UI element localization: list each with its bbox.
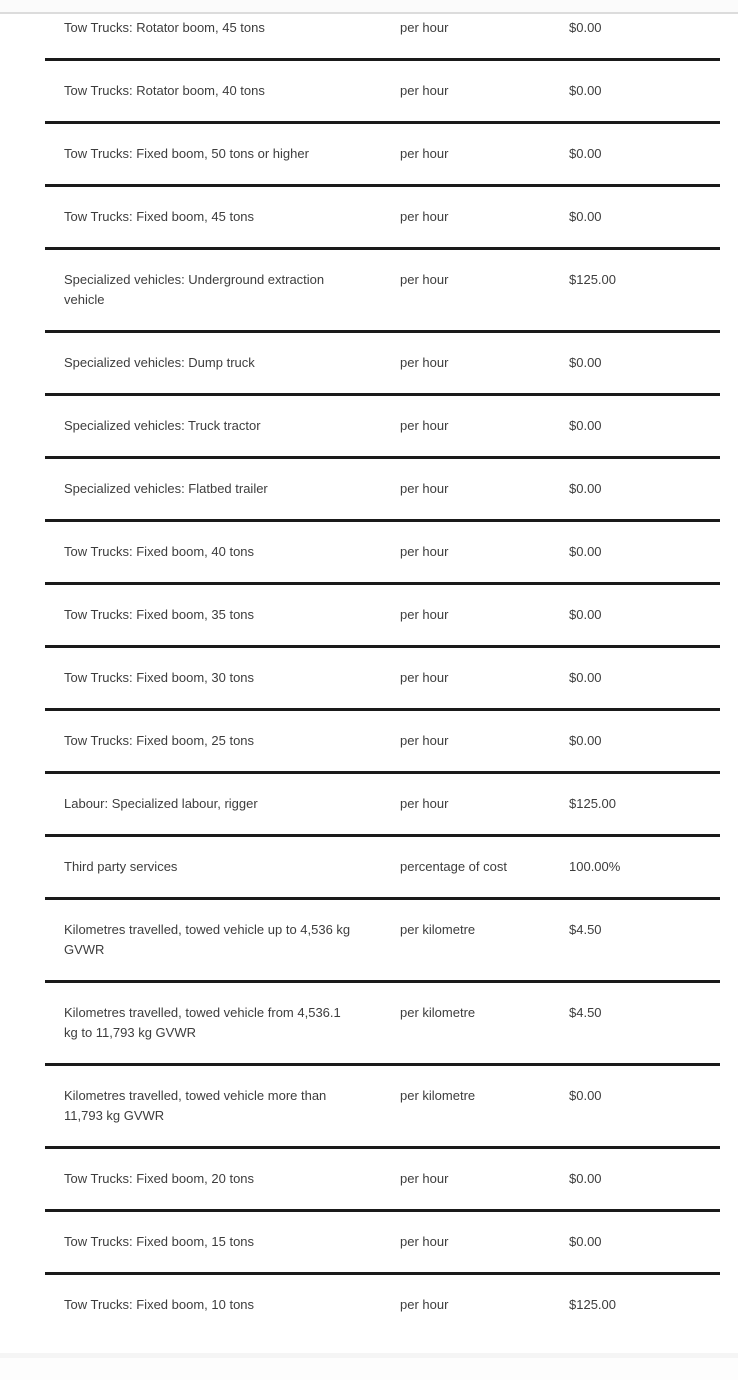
- rate-item-cell: Tow Trucks: Rotator boom, 45 tons: [64, 20, 265, 35]
- table-row: [45, 899, 720, 982]
- rate-item-cell: Specialized vehicles: Dump truck: [45, 332, 381, 395]
- rate-item-cell: Third party services: [45, 836, 381, 899]
- table-row: [45, 249, 720, 332]
- table-row: [45, 1065, 720, 1148]
- rate-item-cell: Specialized vehicles: Flatbed trailer: [45, 458, 381, 521]
- rate-unit-cell: per hour: [381, 186, 550, 249]
- rate-amount-cell: $0.00: [550, 1148, 720, 1211]
- table-row: [45, 647, 720, 710]
- rate-unit-cell: per hour: [381, 458, 550, 521]
- table-row: [45, 982, 720, 1065]
- rate-amount-cell: $4.50: [550, 982, 720, 1065]
- rate-unit-cell: per hour: [381, 773, 550, 836]
- rate-amount-cell: $0.00: [569, 20, 602, 35]
- rate-item-cell: Tow Trucks: Fixed boom, 30 tons: [45, 647, 381, 710]
- rate-amount-cell: $4.50: [550, 899, 720, 982]
- rate-item-cell: Tow Trucks: Fixed boom, 25 tons: [45, 710, 381, 773]
- rate-amount-cell: $0.00: [550, 395, 720, 458]
- table-row: [45, 60, 720, 123]
- rate-amount-cell: $0.00: [550, 332, 720, 395]
- rate-unit-cell: per hour: [381, 1211, 550, 1274]
- page-top-border: [0, 0, 738, 14]
- rate-item-cell: Labour: Specialized labour, rigger: [45, 773, 381, 836]
- rate-item-cell: Tow Trucks: Fixed boom, 10 tons: [45, 1274, 381, 1336]
- rate-unit-cell: per hour: [381, 1148, 550, 1211]
- rate-unit-cell: per kilometre: [381, 982, 550, 1065]
- table-row: [45, 332, 720, 395]
- table-row: [45, 710, 720, 773]
- rate-amount-cell: $0.00: [550, 458, 720, 521]
- table-row: [45, 521, 720, 584]
- table-row: [45, 123, 720, 186]
- rate-unit-cell: per hour: [381, 521, 550, 584]
- table-row: [45, 186, 720, 249]
- rate-item-cell: Tow Trucks: Fixed boom, 40 tons: [45, 521, 381, 584]
- table-row: [45, 1148, 720, 1211]
- rates-table-body: [45, 14, 720, 1335]
- rate-unit-cell: per hour: [381, 395, 550, 458]
- page-bottom-background: [0, 1358, 738, 1380]
- rate-item-cell: Tow Trucks: Fixed boom, 45 tons: [45, 186, 381, 249]
- rate-amount-cell: $0.00: [550, 647, 720, 710]
- rate-unit-cell: per hour: [381, 710, 550, 773]
- rate-item-cell: Tow Trucks: Fixed boom, 50 tons or higher: [45, 123, 381, 186]
- rate-unit-cell: per hour: [381, 60, 550, 123]
- rate-item-cell: Kilometres travelled, towed vehicle more than 11,793 kg GVWR: [45, 1065, 381, 1148]
- rate-unit-cell: per hour: [381, 123, 550, 186]
- rate-amount-cell: $0.00: [550, 60, 720, 123]
- rate-unit-cell: per hour: [381, 249, 550, 332]
- rate-item-cell: Specialized vehicles: Truck tractor: [45, 395, 381, 458]
- rate-unit-cell: per hour: [400, 20, 449, 35]
- table-row: [45, 1211, 720, 1274]
- rate-amount-cell: 100.00%: [550, 836, 720, 899]
- rate-item-cell: Tow Trucks: Rotator boom, 40 tons: [45, 60, 381, 123]
- rate-item-cell: Tow Trucks: Fixed boom, 20 tons: [45, 1148, 381, 1211]
- rate-unit-cell: percentage of cost: [381, 836, 550, 899]
- table-row: [45, 458, 720, 521]
- rate-unit-cell: per hour: [381, 332, 550, 395]
- table-row: [45, 14, 720, 60]
- rate-amount-cell: $0.00: [550, 1211, 720, 1274]
- rates-table: [45, 14, 720, 1335]
- table-row: [45, 584, 720, 647]
- rate-item-cell: Tow Trucks: Fixed boom, 35 tons: [45, 584, 381, 647]
- rate-item-cell: Tow Trucks: Fixed boom, 15 tons: [45, 1211, 381, 1274]
- table-row: [45, 395, 720, 458]
- rate-amount-cell: $0.00: [550, 1065, 720, 1148]
- rates-table-container: [0, 14, 738, 1353]
- rate-item-cell: Kilometres travelled, towed vehicle from 4,536.1 kg to 11,793 kg GVWR: [45, 982, 381, 1065]
- table-row: [45, 836, 720, 899]
- rate-unit-cell: per kilometre: [381, 899, 550, 982]
- rate-amount-cell: $125.00: [550, 773, 720, 836]
- rate-item-cell: Specialized vehicles: Underground extraction vehicle: [45, 249, 381, 332]
- rate-amount-cell: $0.00: [550, 584, 720, 647]
- rate-unit-cell: per kilometre: [381, 1065, 550, 1148]
- table-row: [45, 1274, 720, 1336]
- rate-amount-cell: $0.00: [550, 186, 720, 249]
- rate-amount-cell: $0.00: [550, 123, 720, 186]
- rate-amount-cell: $0.00: [550, 521, 720, 584]
- rate-unit-cell: per hour: [381, 647, 550, 710]
- rate-item-cell: Kilometres travelled, towed vehicle up to 4,536 kg GVWR: [45, 899, 381, 982]
- table-row: [45, 773, 720, 836]
- rate-unit-cell: per hour: [381, 584, 550, 647]
- rate-amount-cell: $125.00: [550, 1274, 720, 1336]
- rate-amount-cell: $0.00: [550, 710, 720, 773]
- rate-amount-cell: $125.00: [550, 249, 720, 332]
- rate-unit-cell: per hour: [381, 1274, 550, 1336]
